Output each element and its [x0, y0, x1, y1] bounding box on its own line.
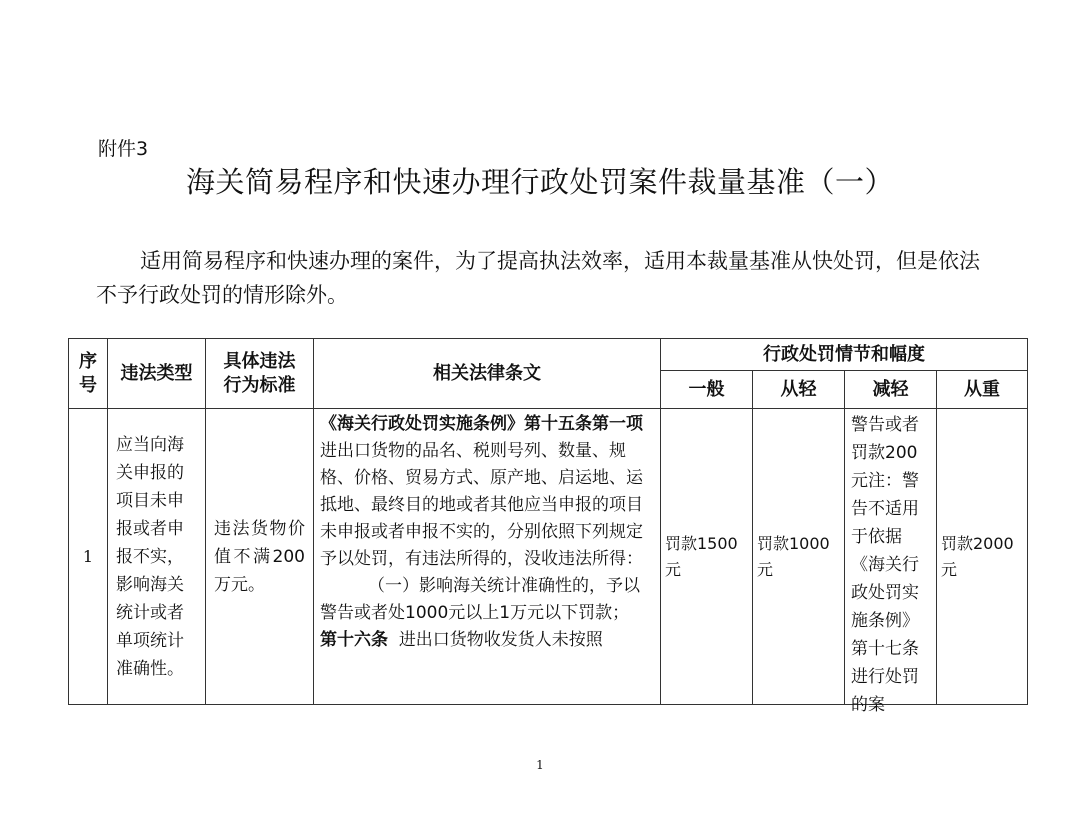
- cell-type: 应当向海关申报的项目未申报或者申报不实，影响海关统计或者单项统计准确性。: [108, 409, 206, 705]
- law-paragraph-1: 进出口货物的品名、税则号列、数量、规格、价格、贸易方式、原产地、启运地、运抵地、最终目的地或者其他应当申报的项目未申报或者申报不实的，分别依照下列规定予以处罚，有违法所得的，没收违法所得：: [320, 441, 643, 569]
- cell-standard: 违法货物价值不满200万元。: [206, 409, 314, 705]
- cell-law: [314, 409, 661, 705]
- header-penalty-group: 行政处罚情节和幅度: [661, 339, 1028, 371]
- header-standard: 具体违法行为标准: [206, 339, 314, 409]
- law-title-2: 第十六条: [320, 630, 388, 650]
- cell-seq: 1: [69, 409, 108, 705]
- law-paragraph-3: 进出口货物收发货人未按照: [398, 630, 603, 650]
- header-lighter: 从轻: [753, 371, 845, 409]
- header-mitigated: 减轻: [845, 371, 937, 409]
- header-law: 相关法律条文: [314, 339, 661, 409]
- page-number: 1: [536, 758, 544, 772]
- penalty-table: [68, 338, 1028, 715]
- cell-general: 罚款1500元: [661, 409, 753, 705]
- table-row: [69, 409, 1028, 705]
- cell-heavier: 罚款2000元: [937, 409, 1028, 705]
- cell-mitigated: 警告或者罚款200元注：警告不适用于依据《海关行政处罚实施条例》第十七条进行处罚的案: [845, 409, 937, 705]
- header-heavier: 从重: [937, 371, 1028, 409]
- header-type: 违法类型: [108, 339, 206, 409]
- header-seq: 序号: [69, 339, 108, 409]
- law-title: 《海关行政处罚实施条例》第十五条第一项: [320, 414, 643, 434]
- attachment-label: 附件3: [98, 138, 149, 160]
- intro-paragraph: 适用简易程序和快速办理的案件，为了提高执法效率，适用本裁量基准从快处罚，但是依法不予行政处罚的情形除外。: [96, 249, 980, 307]
- cell-lighter: 罚款1000元: [753, 409, 845, 705]
- header-general: 一般: [661, 371, 753, 409]
- law-paragraph-2: （一）影响海关统计准确性的，予以警告或者处1000元以上1万元以下罚款；: [320, 576, 640, 623]
- document-title: 海关简易程序和快速办理行政处罚案件裁量基准（一）: [185, 165, 894, 199]
